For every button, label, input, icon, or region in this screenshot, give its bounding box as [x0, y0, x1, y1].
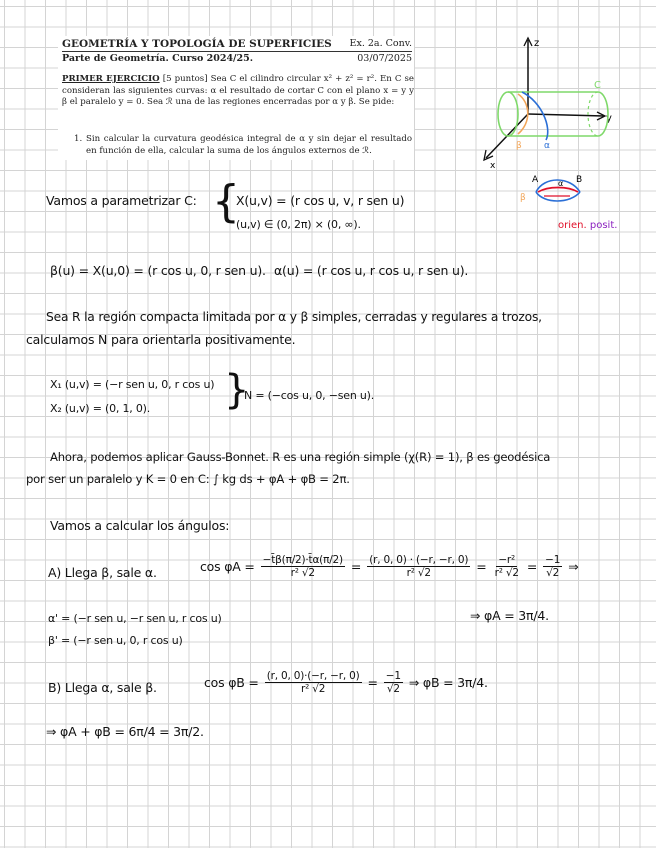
region-sketch [514, 170, 594, 214]
a-fraction-4 [543, 554, 562, 579]
alpha-label: α [544, 141, 550, 151]
orientation-legend [558, 220, 617, 231]
gauss-bonnet-sentence: Ahora, podemos aplicar Gauss-Bonnet. R es una región simple (χ(R) = 1), β es geodésica [50, 450, 551, 464]
a-fraction-4-den: √2 [546, 567, 560, 579]
angle-a-computation [200, 554, 578, 579]
a-equals-3: = [526, 559, 538, 574]
orientation-sentence: calculamos N para orientarla positivamente. [26, 332, 296, 347]
a-fraction-1-den: r² √2 [290, 567, 315, 579]
normal-vector: N = (−cos u, 0, −sen u). [244, 389, 375, 402]
a-fraction-4-num: −1 [545, 554, 561, 566]
item-text: Sin calcular la curvatura geodésica integral de α y sin dejar el resultado en función de ella, calcular la suma de los ángulos externos de ℛ. [86, 134, 412, 156]
a-implies: ⇒ [568, 559, 579, 574]
parametrize-lead: Vamos a parametrizar C: [46, 193, 197, 208]
exam-title [62, 38, 412, 50]
problem-statement [62, 74, 414, 109]
parametrization-domain: (u,v) ∈ (0, 2π) × (0, ∞). [236, 218, 361, 231]
a-fraction-3-den: r² √2 [494, 567, 519, 579]
alpha-derivative: α' = (−r sen u, −r sen u, r cos u) [48, 612, 222, 625]
y-axis [528, 114, 604, 116]
cylinder-label: C [594, 80, 601, 91]
b-fraction-1-num: (r, 0, 0)·(−r, −r, 0) [266, 670, 360, 682]
problem-text: Sea C el cilindro circular x² + z² = r². En C se consideran las siguientes curvas: α el resultado de cortar C con el plano x = y y β el paralelo y = 0. Sea ℛ una de las regiones encerradas por α y β. Se pide: [62, 74, 415, 107]
final-sum: ⇒ φA + φB = 6π/4 = 3π/2. [46, 724, 204, 739]
course-line [62, 53, 412, 64]
parametrization-x: X(u,v) = (r cos u, v, r sen u) [236, 193, 405, 208]
cos-phi-a: cos φA = [200, 559, 255, 574]
cylinder-right-rim-hidden [588, 92, 598, 136]
problem-item [74, 134, 412, 157]
b-fraction-1 [265, 670, 362, 695]
a-fraction-2 [367, 554, 470, 579]
problem-points: [5 puntos] [162, 74, 208, 84]
sketch-region-boundary [538, 188, 578, 193]
cylinder-diagram [470, 32, 620, 172]
b-fraction-1-den: r² √2 [300, 683, 326, 695]
positive-word: posit. [589, 220, 618, 231]
cylinder-left-rim [498, 92, 518, 136]
a-fraction-2-num: (r, 0, 0) · (−r, −r, 0) [369, 554, 469, 566]
y-axis-label: y [606, 113, 612, 124]
cos-phi-b: cos φB = [204, 675, 259, 690]
sketch-beta-label: β [520, 193, 526, 203]
gauss-bonnet-formula: por ser un paralelo y K = 0 en C: ∫ kg ds + φA + φB = 2π. [26, 472, 350, 486]
region-sentence: Sea R la región compacta limitada por α y β simples, cerradas y regulares a trozos, [46, 310, 542, 324]
z-axis-label: z [534, 38, 540, 49]
exam-session: Ex. 2a. Conv. [349, 38, 412, 49]
angle-b-lead: B) Llega α, sale β. [48, 680, 157, 695]
beta-label: β [516, 141, 522, 151]
x-axis-label: x [490, 161, 496, 171]
a-fraction-1 [261, 554, 345, 579]
a-fraction-3 [493, 554, 521, 579]
a-fraction-1-num: −t̄β(π/2)·t̄α(π/2) [262, 554, 343, 566]
partial-xu: X₁ (u,v) = (−r sen u, 0, r cos u) [50, 378, 215, 391]
normal-brace: } [224, 367, 250, 413]
a-equals-1: = [350, 559, 362, 574]
sketch-alpha-label: α [558, 179, 564, 188]
beta-parametrization: β(u) = X(u,0) = (r cos u, 0, r sen u). [50, 263, 266, 278]
angle-a-lead: A) Llega β, sale α. [48, 565, 157, 580]
point-b-label: B [576, 175, 583, 185]
beta-derivative: β' = (−r sen u, 0, r cos u) [48, 634, 183, 647]
alpha-parametrization: α(u) = (r cos u, r cos u, r sen u). [274, 263, 469, 278]
b-fraction-2 [384, 670, 403, 695]
angle-b-result: ⇒ φB = 3π/4. [408, 675, 488, 690]
system-brace: { [212, 176, 240, 227]
b-equals: = [367, 675, 378, 690]
item-number: 1. [74, 134, 83, 144]
angles-heading: Vamos a calcular los ángulos: [50, 518, 230, 533]
course-title: GEOMETRÍA Y TOPOLOGÍA DE SUPERFICIES [62, 38, 332, 50]
angle-a-result: ⇒ φA = 3π/4. [470, 608, 549, 623]
a-fraction-2-den: r² √2 [406, 567, 431, 579]
course-year: Parte de Geometría. Curso 2024/25. [62, 53, 254, 64]
header-rule [62, 51, 412, 52]
angle-b-computation [204, 670, 488, 695]
b-fraction-2-num: −1 [385, 670, 401, 682]
point-a-label: A [532, 175, 539, 185]
exam-date: 03/07/2025 [357, 53, 412, 64]
beta-curve [518, 94, 528, 134]
a-fraction-3-num: −r² [498, 554, 516, 566]
a-equals-2: = [476, 559, 487, 574]
orientation-word: orien. [558, 220, 587, 231]
b-fraction-2-den: √2 [386, 683, 400, 695]
problem-heading: PRIMER EJERCICIO [62, 74, 160, 84]
partial-xv: X₂ (u,v) = (0, 1, 0). [50, 402, 151, 415]
